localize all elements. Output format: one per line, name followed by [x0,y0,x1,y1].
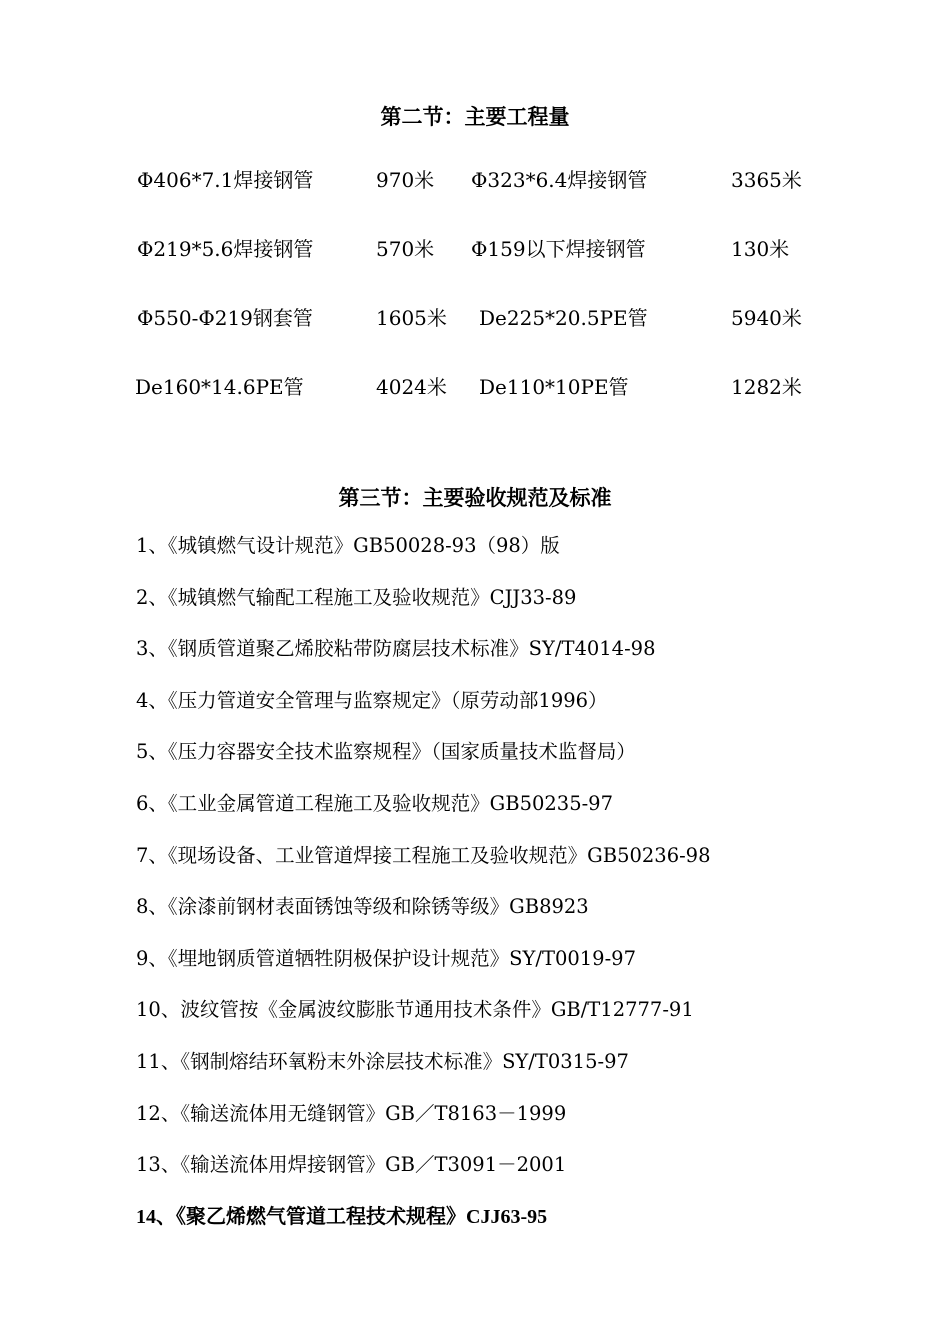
list-item: 3、《钢质管道聚乙烯胶粘带防腐层技术标准》SY/T4014-98 [136,637,656,661]
list-item: 6、《工业金属管道工程施工及验收规范》GB50235-97 [136,791,613,815]
quantity-item: De225*20.5PE管 [479,306,648,330]
quantity-row [0,233,950,263]
quantity-amount: 1282米 [731,375,802,399]
list-item: 13、《输送流体用焊接钢管》GB／T3091－2001 [136,1153,567,1177]
list-item: 4、《压力管道安全管理与监察规定》（原劳动部1996） [136,688,608,712]
list-item: 14、《聚乙烯燃气管道工程技术规程》CJJ63-95 [136,1205,548,1228]
quantity-item: Φ406*7.1焊接钢管 [137,168,314,192]
list-item: 1、《城镇燃气设计规范》GB50028-93（98）版 [136,534,560,557]
quantity-row [0,302,950,332]
list-item: 7、《现场设备、工业管道焊接工程施工及验收规范》GB50236-98 [136,843,711,867]
quantity-amount: 3365米 [731,168,802,192]
quantity-amount: 1605米 [376,306,447,330]
list-item: 2、《城镇燃气输配工程施工及验收规范》CJJ33-89 [136,585,577,609]
quantity-item: Φ550-Φ219钢套管 [137,306,313,330]
quantity-amount: 970米 [376,168,435,192]
quantity-item: De110*10PE管 [479,375,629,399]
list-item: 10、波纹管按《金属波纹膨胀节通用技术条件》GB/T12777-91 [136,998,694,1022]
quantity-item: Φ219*5.6焊接钢管 [137,237,314,261]
quantity-item: De160*14.6PE管 [135,375,304,399]
quantity-amount: 5940米 [731,306,802,330]
section-3-heading: 第三节：主要验收规范及标准 [338,485,612,510]
list-item: 12、《输送流体用无缝钢管》GB／T8163－1999 [136,1101,567,1125]
list-item: 5、《压力容器安全技术监察规程》（国家质量技术监督局） [136,740,636,764]
quantity-amount: 130米 [731,237,790,261]
quantity-row [0,164,950,194]
quantity-amount: 4024米 [376,375,447,399]
section-2-heading: 第二节：主要工程量 [380,104,570,129]
list-item: 9、《埋地钢质管道牺牲阴极保护设计规范》SY/T0019-97 [136,946,636,970]
quantity-amount: 570米 [376,237,435,261]
quantity-item: Φ323*6.4焊接钢管 [471,168,648,192]
list-item: 11、《钢制熔结环氧粉末外涂层技术标准》SY/T0315-97 [136,1049,629,1073]
quantity-row [0,371,950,401]
quantity-item: Φ159以下焊接钢管 [471,237,646,261]
list-item: 8、《涂漆前钢材表面锈蚀等级和除锈等级》GB8923 [136,895,589,919]
standards-list [136,532,916,1254]
